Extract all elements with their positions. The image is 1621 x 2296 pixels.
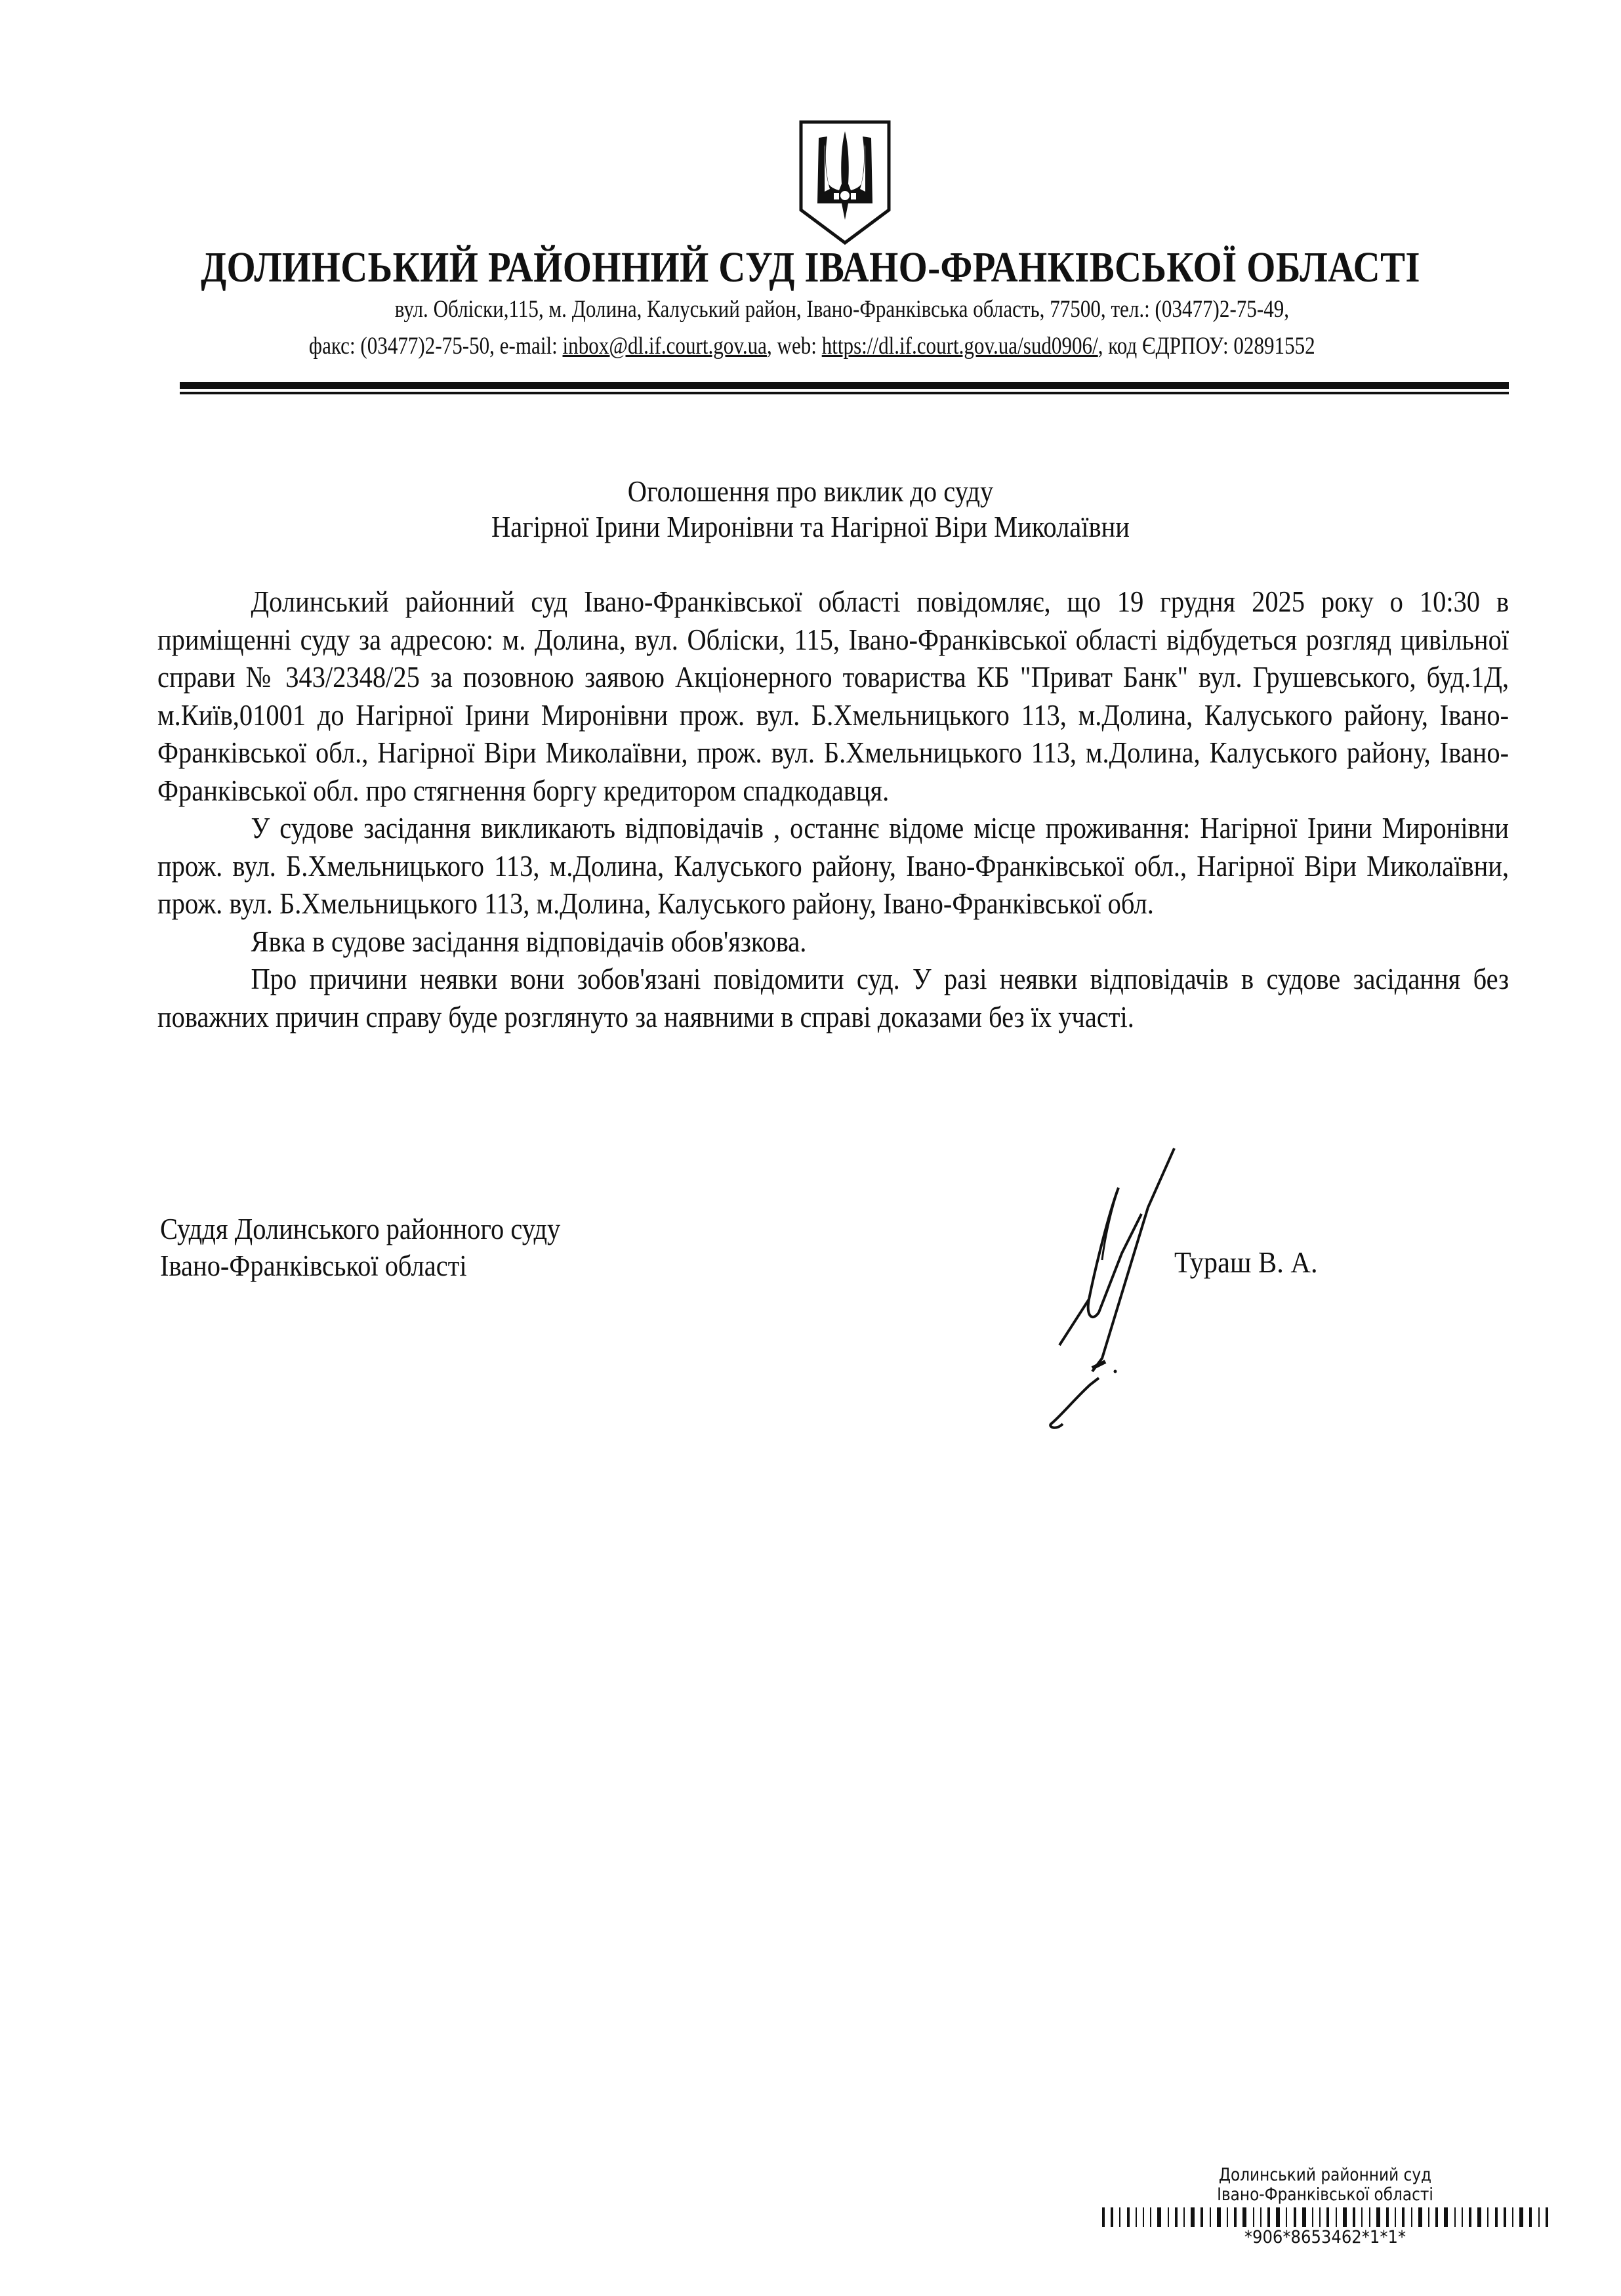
header-divider-thin [180, 392, 1509, 394]
judge-name: Тураш В. А. [1174, 1245, 1318, 1279]
paragraph-summons: У судове засідання викликають відповідачів , останнє відоме місце проживання: Нагірної Ірини Миронівни прож. вул. Б.Хмельницького 113, м.Долина, Калуського району, Івано-Франківської обл., Нагірної Віри Миколаївни, прож. вул. Б.Хмельницького 113, м.Долина, Калуського району, Івано-Франківської обл. [157, 811, 1509, 920]
fax-label: факс: (03477)2-75-50, e-mail: [308, 333, 563, 360]
judge-position-line1: Суддя Долинського районного суду [160, 1212, 561, 1245]
court-contacts [131, 332, 1493, 360]
barcode-number: *906*8653462*1*1* [1244, 2227, 1406, 2247]
court-address: вул. Обліски,115, м. Долина, Калуський район, Івано-Франківська область, 77500, тел.: (03477)2-75-49, [394, 296, 1290, 323]
paragraph-attendance: Явка в судове засідання відповідачів обов'язкова. [251, 924, 807, 958]
notice-subtitle: Нагірної Ірини Миронівни та Нагірної Віри Миколаївни [491, 510, 1130, 543]
paragraph-hearing-info: Долинський районний суд Івано-Франківської області повідомляє, що 19 грудня 2025 року о 10:30 в приміщенні суду за адресою: м. Долина, вул. Обліски, 115, Івано-Франківської області відбудеться розгляд цивільної справи № 343/2348/25 за позовною заявою Акціонерного товариства КБ "Приват Банк" вул. Грушевського, буд.1Д, м.Київ,01001 до Нагірної Ірини Миронівни прож. вул. Б.Хмельницького 113, м.Долина, Калуського району, Івано-Франківської обл., Нагірної Віри Миколаївни, прож. вул. Б.Хмельницького 113, м.Долина, Калуського району, Івано-Франківської обл. про стягнення боргу кредитором спадкодавця. [157, 585, 1509, 807]
header-divider-thick [180, 382, 1509, 389]
barcode-icon [1102, 2207, 1548, 2227]
stamp-court-line2: Івано-Франківської області [1217, 2184, 1433, 2205]
court-name: ДОЛИНСЬКИЙ РАЙОННИЙ СУД ІВАНО-ФРАНКІВСЬКОЇ ОБЛАСТІ [201, 243, 1420, 291]
judge-position-line2: Івано-Франківської області [160, 1249, 467, 1282]
registry-stamp [1102, 2165, 1548, 2247]
judge-position [160, 1211, 560, 1284]
paragraph-absence: Про причини неявки вони зобов'язані повідомити суд. У разі неявки відповідачів в судове засідання без поважних причин справу буде розглянуто за наявними в справі доказами без їх участі. [157, 962, 1509, 1033]
email-link[interactable]: inbox@dl.if.court.gov.ua [562, 333, 767, 360]
handwritten-signature-icon [1043, 1142, 1214, 1430]
notice-body [157, 583, 1509, 1035]
edrpou-code: , код ЄДРПОУ: 02891552 [1098, 333, 1315, 360]
web-label: , web: [766, 333, 822, 360]
ukraine-trident-emblem-icon [796, 118, 894, 246]
website-link[interactable]: https://dl.if.court.gov.ua/sud0906/ [821, 333, 1098, 360]
stamp-court-line1: Долинський районний суд [1218, 2165, 1432, 2185]
notice-title: Оголошення про виклик до суду [627, 474, 994, 508]
